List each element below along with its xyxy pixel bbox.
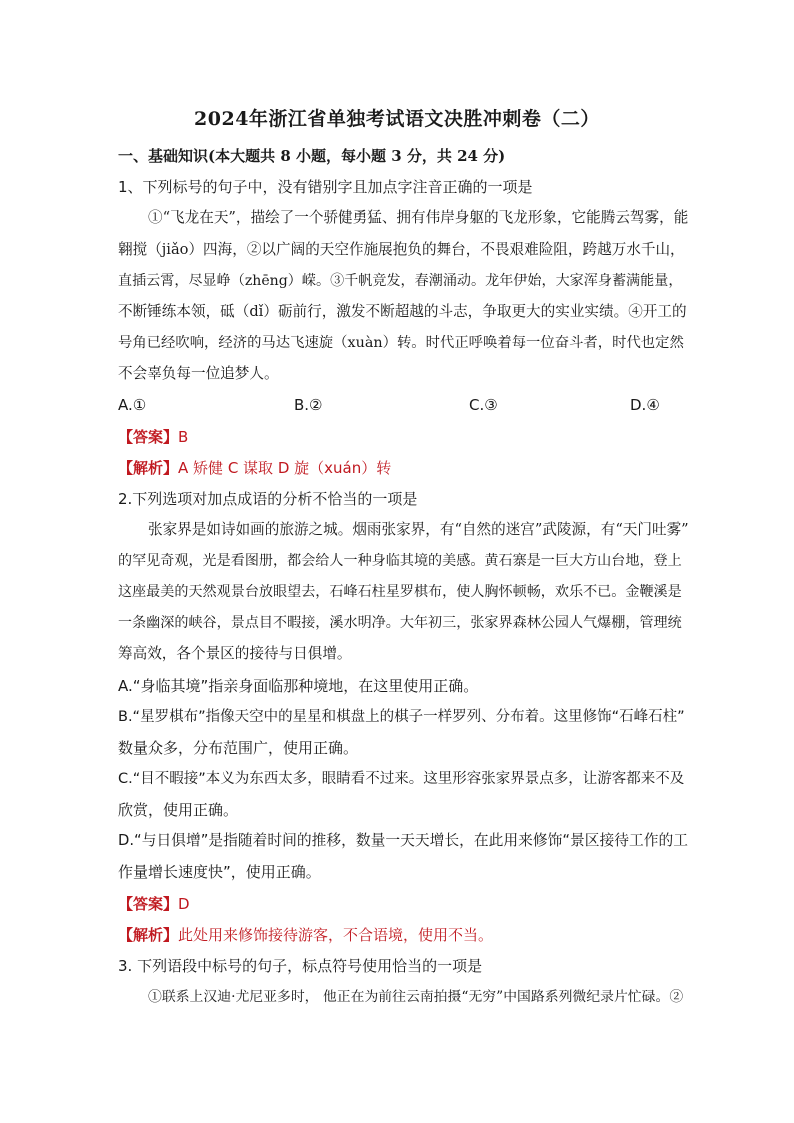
q1-option-d: D.④ xyxy=(630,396,660,414)
answer-value: D xyxy=(178,895,190,913)
q1-options xyxy=(118,396,658,416)
q2-option-a: A.“身临其境”指亲身面临那种境地，在这里使用正确。 xyxy=(118,677,479,695)
q1-passage-line: 不断锤练本领，砥（dǐ）砺前行，激发不断超越的斗志，争取更大的实业实绩。④开工的 xyxy=(118,303,687,320)
analysis-text: 此处用来修饰接待游客，不合语境，使用不当。 xyxy=(178,926,494,944)
q1-passage-line: ①“飞龙在天”，描绘了一个骄健勇猛、拥有伟岸身躯的飞龙形象，它能腾云驾雾，能 xyxy=(148,209,689,226)
q1-analysis xyxy=(118,458,391,478)
section-heading: 一、基础知识(本大题共 8 小题，每小题 3 分，共 24 分) xyxy=(118,147,506,165)
q1-answer xyxy=(118,427,188,447)
q1-passage-line: 直插云霄，尽显峥（zhēng）嵘。③千帆竞发，春潮涌动。龙年伊始，大家浑身蓄满能量， xyxy=(118,273,683,289)
q2-passage-line: 筹高效，各个景区的接待与日俱增。 xyxy=(118,645,352,662)
q2-analysis xyxy=(118,925,493,945)
q2-passage-line: 张家界是如诗如画的旅游之城。烟雨张家界，有“自然的迷宫”武陵源，有“天门吐雾” xyxy=(148,521,689,538)
q2-passage-line: 一条幽深的峡谷，景点目不暇接，溪水明净。大年初三，张家界森林公园人气爆棚，管理统 xyxy=(118,615,682,631)
analysis-label: 【解析】 xyxy=(118,459,179,477)
q2-option-d-line: D.“与日俱增”是指随着时间的推移，数量一天天增长，在此用来修饰“景区接待工作的工 xyxy=(118,832,688,849)
q2-passage-line: 的罕见奇观，光是看图册，都会给人一种身临其境的美感。黄石寨是一巨大方山台地，登上 xyxy=(118,553,682,569)
question-2-stem: 2.下列选项对加点成语的分析不恰当的一项是 xyxy=(118,490,418,508)
page-title: 2024年浙江省单独考试语文决胜冲刺卷（二） xyxy=(194,108,600,130)
q1-option-c: C.③ xyxy=(469,396,498,414)
analysis-label: 【解析】 xyxy=(118,926,179,944)
q2-option-c-line: 欣赏，使用正确。 xyxy=(118,801,239,819)
q1-passage-line: 号角已经吹响，经济的马达飞速旋（xuàn）转。时代正呼唤着每一位奋斗者，时代也定然 xyxy=(118,335,684,351)
q3-passage-line: ①联系上汉迪·尤尼亚多时， 他正在为前往云南拍摄“无穷”中国路系列微纪录片忙碌。② xyxy=(148,989,684,1005)
q1-passage-line: 不会辜负每一位追梦人。 xyxy=(118,365,279,382)
q2-option-b-line: B.“星罗棋布”指像天空中的星星和棋盘上的棋子一样罗列、分布着。这里修饰“石峰石柱” xyxy=(118,709,685,725)
q2-answer xyxy=(118,894,190,914)
q1-option-a: A.① xyxy=(118,396,147,414)
question-1-stem: 1、下列标号的句子中，没有错别字且加点字注音正确的一项是 xyxy=(118,178,533,196)
q1-passage-line: 翱搅（jiǎo）四海，②以广阔的天空作施展抱负的舞台，不畏艰难险阻，跨越万水千山， xyxy=(118,241,685,258)
answer-value: B xyxy=(178,428,189,446)
analysis-text: A 矫健 C 谋取 D 旋（xuán）转 xyxy=(178,459,392,477)
q2-option-c-line: C.“目不暇接”本义为东西太多，眼睛看不过来。这里形容张家界景点多，让游客都来不及 xyxy=(118,771,685,787)
answer-label: 【答案】 xyxy=(118,428,179,446)
q2-passage-line: 这座最美的天然观景台放眼望去，石峰石柱星罗棋布，使人胸怀顿畅，欢乐不已。金鞭溪是 xyxy=(118,584,682,600)
answer-label: 【答案】 xyxy=(118,895,179,913)
question-3-stem: 3. 下列语段中标号的句子，标点符号使用恰当的一项是 xyxy=(118,957,483,975)
q2-option-b-line: 数量众多，分布范围广，使用正确。 xyxy=(118,739,359,757)
q1-option-b: B.② xyxy=(294,396,323,414)
q2-option-d-line: 作量增长速度快”，使用正确。 xyxy=(118,863,321,881)
